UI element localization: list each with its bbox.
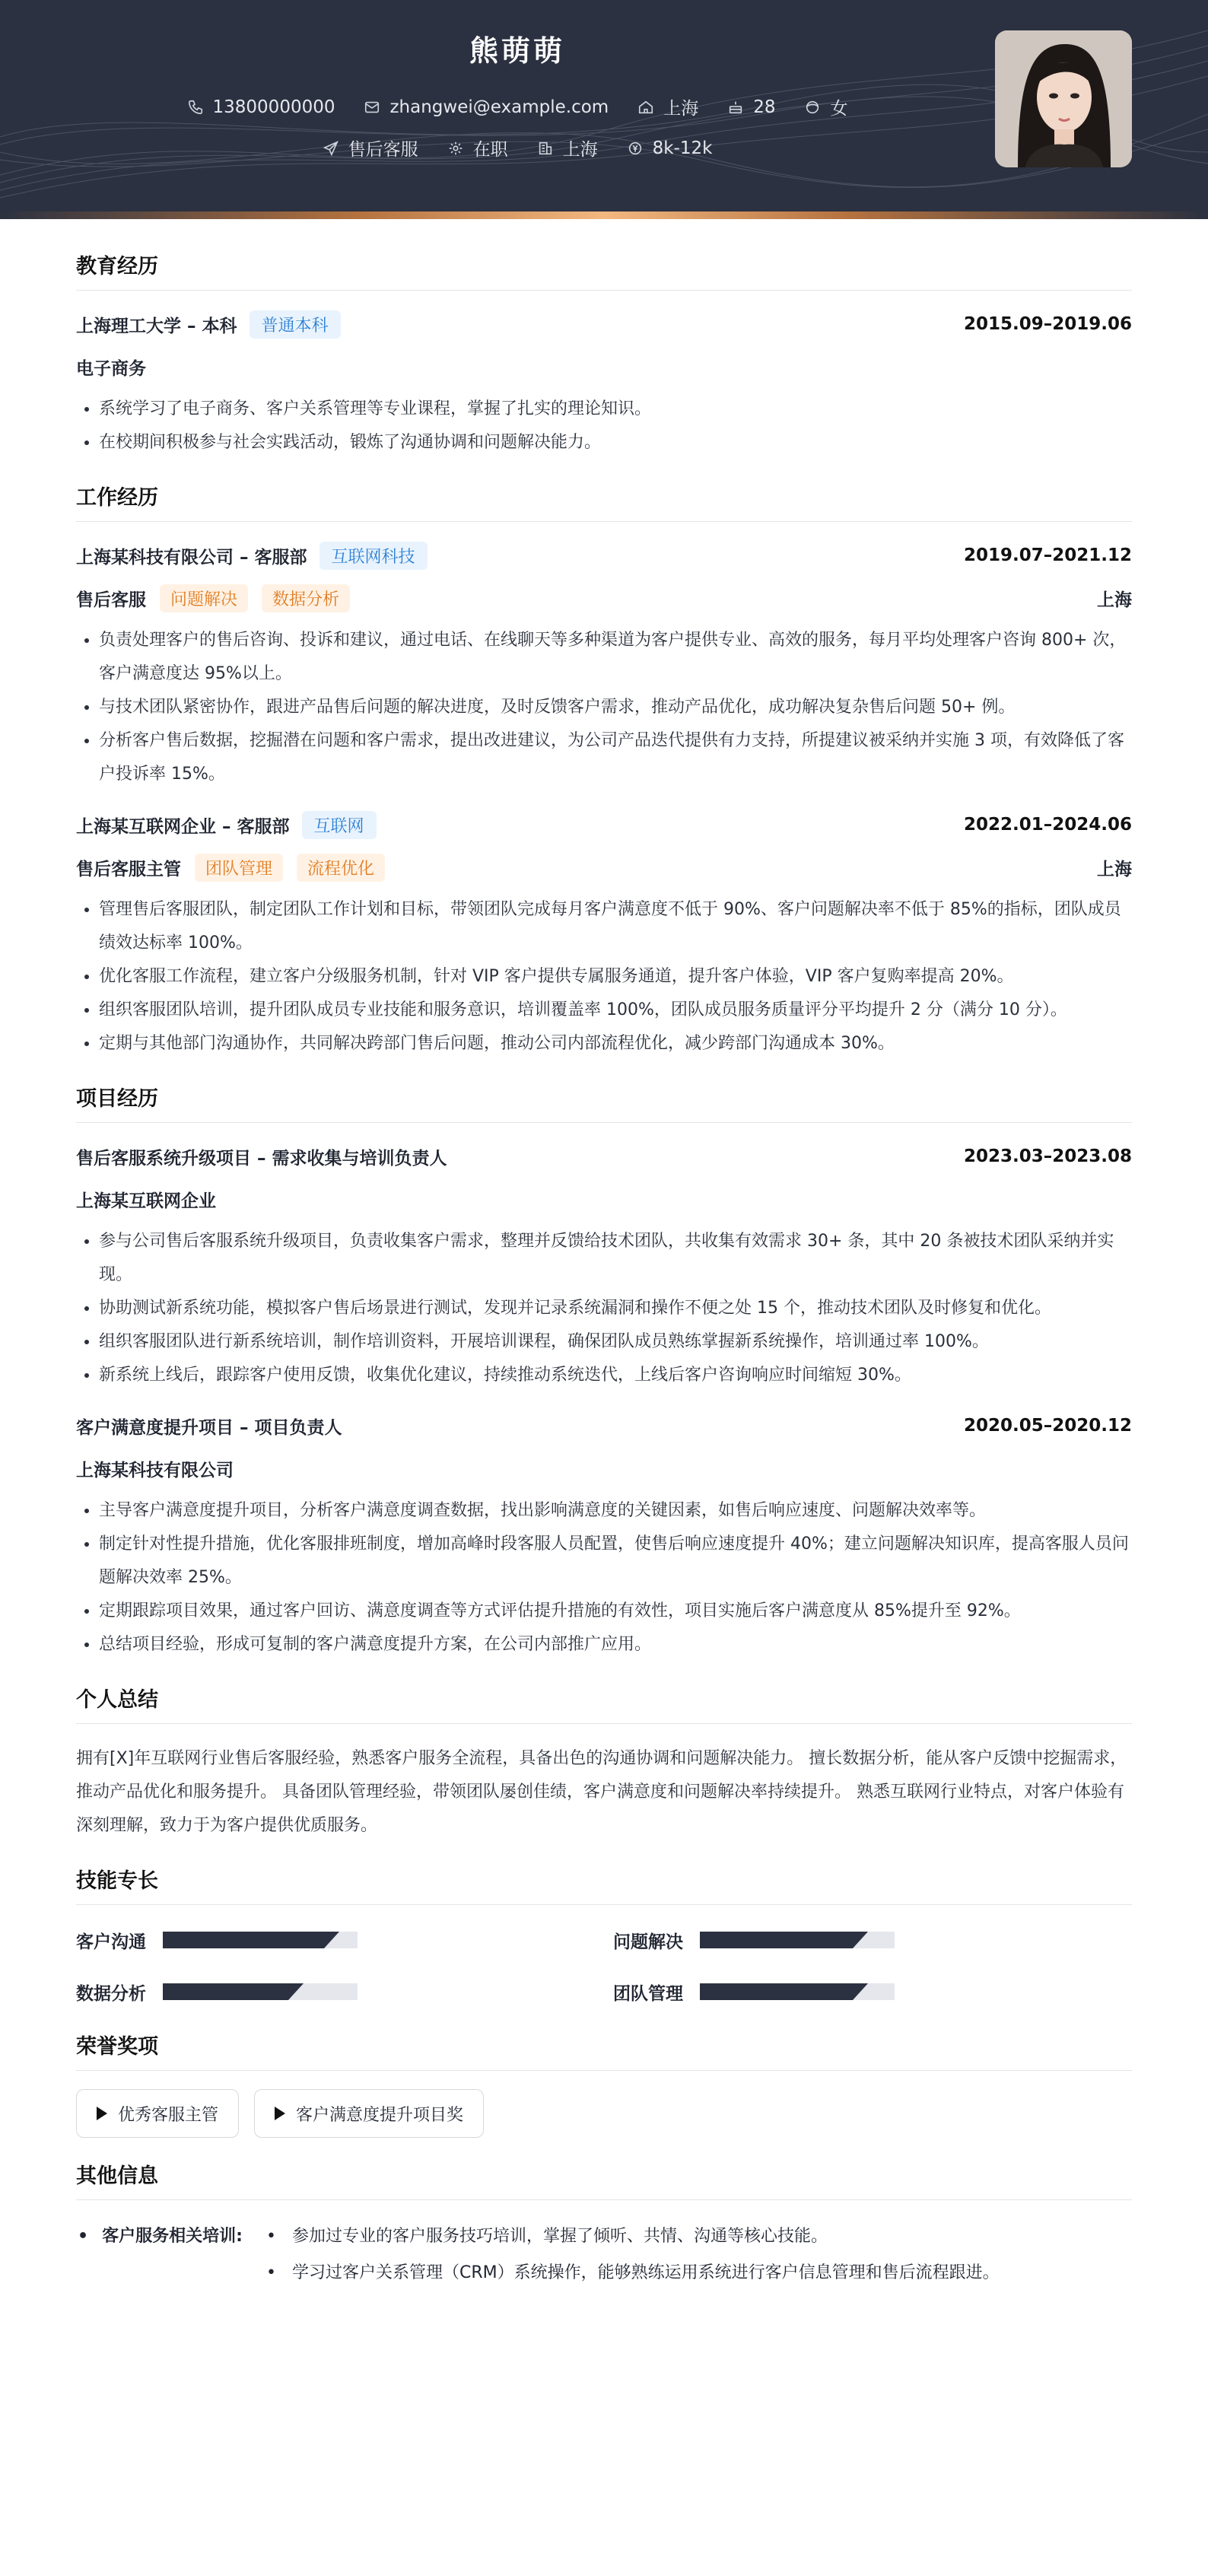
- skill-bar: [163, 1983, 358, 2000]
- send-icon: [323, 140, 339, 157]
- major: 电子商务: [76, 358, 146, 379]
- resume-header: [0, 0, 1208, 215]
- skill-level-fill: [163, 1983, 288, 2000]
- list-item: • 在校期间积极参与社会实践活动，锻炼了沟通协调和问题解决能力。: [99, 426, 1132, 460]
- project-bullets: [76, 1494, 1132, 1662]
- skill-item: [76, 1975, 613, 2008]
- list-item: • 组织客服团队培训，提升团队成员专业技能和服务意识，培训覆盖率 100%，团队成员服务质量评分平均提升 2 分（满分 10 分）。: [99, 994, 1132, 1027]
- target-role-text: 售后客服: [348, 140, 418, 160]
- list-item: • 定期与其他部门沟通协作，共同解决跨部门售后问题，推动公司内部流程优化，减少跨部门沟通成本 30%。: [99, 1027, 1132, 1061]
- award-name: 客户满意度提升项目奖: [296, 2105, 464, 2125]
- home-icon: [637, 99, 654, 116]
- work-city-text: 上海: [562, 140, 598, 160]
- skill-item: [613, 1923, 1132, 1957]
- phone-text: 13800000000: [212, 97, 335, 117]
- skill-level-fill: [700, 1932, 853, 1948]
- project-head: [76, 1141, 1132, 1172]
- company-name: 上海某科技有限公司 – 客服部: [76, 547, 307, 568]
- work-head: [76, 540, 1132, 571]
- skill-item: [76, 1923, 613, 1957]
- list-item: • 学习过客户关系管理（CRM）系统操作，能够熟练运用系统进行客户信息管理和售后流程跟进。: [288, 2255, 1132, 2291]
- company-name: 上海某互联网企业 – 客服部: [76, 816, 290, 837]
- project-date: 2023.03–2023.08: [963, 1146, 1132, 1166]
- skill-name: 团队管理: [613, 1983, 683, 2004]
- list-item: • 定期跟踪项目效果，通过客户回访、满意度调查等方式评估提升措施的有效性，项目实施后客户满意度从 85%提升至 92%。: [99, 1595, 1132, 1628]
- coin-icon: [627, 140, 644, 157]
- section-title-education: 教育经历: [76, 250, 1132, 291]
- face-icon: [804, 99, 821, 116]
- project-entry: [76, 1141, 1132, 1392]
- skill-tag: 数据分析: [262, 584, 350, 612]
- email-item: [364, 97, 609, 117]
- salary-text: 8k-12k: [652, 138, 713, 158]
- role-wrap: [76, 584, 350, 612]
- skill-level-fill: [163, 1932, 324, 1948]
- project-org-row: [76, 1453, 1132, 1484]
- city-text: 上海: [663, 99, 699, 119]
- target-role-item: [323, 135, 418, 161]
- role-title: 售后客服主管: [76, 859, 181, 879]
- list-item: • 管理售后客服团队，制定团队工作计划和目标，带领团队完成每月客户满意度不低于 90%、客户问题解决率不低于 85%的指标，团队成员绩效达标率 100%。: [99, 893, 1132, 960]
- company-wrap: [76, 811, 377, 839]
- work-head: [76, 809, 1132, 840]
- work-location: 上海: [1097, 590, 1132, 610]
- other-info-row: [76, 2218, 1132, 2291]
- work-city-item: [537, 135, 598, 161]
- industry-tag: 互联网科技: [319, 542, 428, 570]
- education-entry: [76, 309, 1132, 460]
- list-item: • 参与公司售后客服系统升级项目，负责收集客户需求，整理并反馈给技术团队，共收集有效需求 30+ 条，其中 20 条被技术团队采纳并实现。: [99, 1225, 1132, 1292]
- resume-body: [76, 228, 1132, 2291]
- email-text: zhangwei@example.com: [389, 97, 609, 117]
- phone-item: [187, 97, 335, 117]
- salary-item: [627, 138, 713, 158]
- avatar-portrait: [995, 30, 1132, 167]
- list-item: • 负责处理客户的售后咨询、投诉和建议，通过电话、在线聊天等多种渠道为客户提供专业、高效的服务，每月平均处理客户咨询 800+ 次，客户满意度达 95%以上。: [99, 624, 1132, 691]
- work-bullets: [76, 624, 1132, 791]
- list-item: • 总结项目经验，形成可复制的客户满意度提升方案，在公司内部推广应用。: [99, 1628, 1132, 1662]
- industry-tag: 互联网: [302, 811, 377, 839]
- contact-row: [0, 94, 1035, 119]
- work-date: 2019.07–2021.12: [963, 545, 1132, 565]
- section-title-other: 其他信息: [76, 2159, 1132, 2200]
- play-triangle-icon: [275, 2107, 285, 2120]
- list-item: • 新系统上线后，跟踪客户使用反馈，收集优化建议，持续推动系统迭代，上线后客户咨询响应时间缩短 30%。: [99, 1359, 1132, 1392]
- skill-bar: [163, 1932, 358, 1948]
- section-title-awards: 荣誉奖项: [76, 2030, 1132, 2071]
- list-item: • 参加过专业的客户服务技巧培训，掌握了倾听、共情、沟通等核心技能。: [288, 2218, 1132, 2255]
- city-item: [637, 94, 698, 119]
- skill-bar: [700, 1932, 895, 1948]
- other-info-items: [288, 2218, 1132, 2291]
- skill-name: 客户沟通: [76, 1932, 146, 1952]
- project-head: [76, 1410, 1132, 1441]
- status-item: [447, 135, 508, 161]
- school-name-wrap: [76, 310, 341, 339]
- section-title-work: 工作经历: [76, 481, 1132, 522]
- work-date: 2022.01–2024.06: [963, 815, 1132, 835]
- project-entry: [76, 1410, 1132, 1662]
- education-date: 2015.09–2019.06: [963, 314, 1132, 334]
- project-date: 2020.05–2020.12: [963, 1416, 1132, 1436]
- work-entry: [76, 809, 1132, 1061]
- skill-tag: 问题解决: [160, 584, 248, 612]
- section-title-skills: 技能专长: [76, 1864, 1132, 1905]
- skill-tag: 流程优化: [297, 854, 385, 882]
- project-title: 客户满意度提升项目 – 项目负责人: [76, 1417, 342, 1438]
- age-text: 28: [753, 97, 776, 117]
- major-row: [76, 351, 1132, 382]
- work-entry: [76, 540, 1132, 791]
- status-text: 在职: [472, 140, 508, 160]
- project-org: 上海某互联网企业: [76, 1191, 216, 1211]
- other-info: [76, 2218, 1132, 2291]
- skill-name: 数据分析: [76, 1983, 146, 2004]
- section-title-projects: 项目经历: [76, 1082, 1132, 1123]
- phone-icon: [187, 99, 204, 116]
- award-chip: [76, 2089, 239, 2138]
- skill-name: 问题解决: [613, 1932, 683, 1952]
- list-item: • 主导客户满意度提升项目，分析客户满意度调查数据，找出影响满意度的关键因素，如售后响应速度、问题解决效率等。: [99, 1494, 1132, 1528]
- intent-row: [0, 135, 1035, 161]
- role-row: [76, 583, 1132, 613]
- other-info-label: • 客户服务相关培训:: [76, 2218, 288, 2291]
- mail-icon: [364, 99, 380, 116]
- play-triangle-icon: [97, 2107, 107, 2120]
- list-item: • 系统学习了电子商务、客户关系管理等专业课程，掌握了扎实的理论知识。: [99, 393, 1132, 426]
- gear-icon: [447, 140, 464, 157]
- age-item: [727, 97, 775, 117]
- skills-grid: [76, 1923, 1132, 2008]
- company-wrap: [76, 542, 428, 570]
- role-title: 售后客服: [76, 590, 146, 610]
- list-item: • 制定针对性提升措施，优化客服排班制度，增加高峰时段客服人员配置，使售后响应速度提升 40%；建立问题解决知识库，提高客服人员问题解决效率 25%。: [99, 1528, 1132, 1595]
- school-name: 上海理工大学 – 本科: [76, 316, 237, 336]
- list-item: • 分析客户售后数据，挖掘潜在问题和客户需求，提出改进建议，为公司产品迭代提供有力支持，所提建议被采纳并实施 3 项，有效降低了客户投诉率 15%。: [99, 724, 1132, 791]
- gender-item: [804, 94, 847, 119]
- work-location: 上海: [1097, 859, 1132, 879]
- skill-item: [613, 1975, 1132, 2008]
- candidate-name: 熊萌萌: [469, 34, 565, 68]
- role-wrap: [76, 854, 385, 882]
- project-bullets: [76, 1225, 1132, 1392]
- role-row: [76, 852, 1132, 883]
- education-bullets: [76, 393, 1132, 460]
- project-title: 售后客服系统升级项目 – 需求收集与培训负责人: [76, 1148, 447, 1169]
- skill-tag: 团队管理: [195, 854, 283, 882]
- skill-bar: [700, 1983, 895, 2000]
- awards-list: [76, 2089, 1132, 2138]
- avatar: [995, 30, 1132, 167]
- list-item: • 组织客服团队进行新系统培训，制作培训资料，开展培训课程，确保团队成员熟练掌握新系统操作，培训通过率 100%。: [99, 1325, 1132, 1359]
- project-org: 上海某科技有限公司: [76, 1460, 234, 1480]
- list-item: • 协助测试新系统功能，模拟客户售后场景进行测试，发现并记录系统漏洞和操作不便之处 15 个，推动技术团队及时修复和优化。: [99, 1292, 1132, 1325]
- cake-icon: [727, 99, 744, 116]
- award-chip: [254, 2089, 484, 2138]
- list-item: • 优化客服工作流程，建立客户分级服务机制，针对 VIP 客户提供专属服务通道，提升客户体验，VIP 客户复购率提高 20%。: [99, 960, 1132, 994]
- gender-text: 女: [830, 99, 848, 119]
- school-tag: 普通本科: [250, 310, 341, 339]
- skill-level-fill: [700, 1983, 853, 2000]
- education-head: [76, 309, 1132, 339]
- award-name: 优秀客服主管: [118, 2105, 219, 2125]
- section-title-summary: 个人总结: [76, 1683, 1132, 1724]
- work-bullets: [76, 893, 1132, 1061]
- list-item: • 与技术团队紧密协作，跟进产品售后问题的解决进度，及时反馈客户需求，推动产品优化，成功解决复杂售后问题 50+ 例。: [99, 691, 1132, 724]
- project-org-row: [76, 1184, 1132, 1214]
- header-accent-line: [0, 211, 1208, 219]
- building-icon: [537, 140, 554, 157]
- summary-text: 拥有[X]年互联网行业售后客服经验，熟悉客户服务全流程，具备出色的沟通协调和问题解决能力。 擅长数据分析，能从客户反馈中挖掘需求，推动产品优化和服务提升。 具备团队管理经验，带领团队屡创佳绩，客户满意度和问题解决率持续提升。 熟悉互联网行业特点，对客户体验有深刻理解，致力于为客户提供优质服务。: [76, 1749, 1127, 1835]
